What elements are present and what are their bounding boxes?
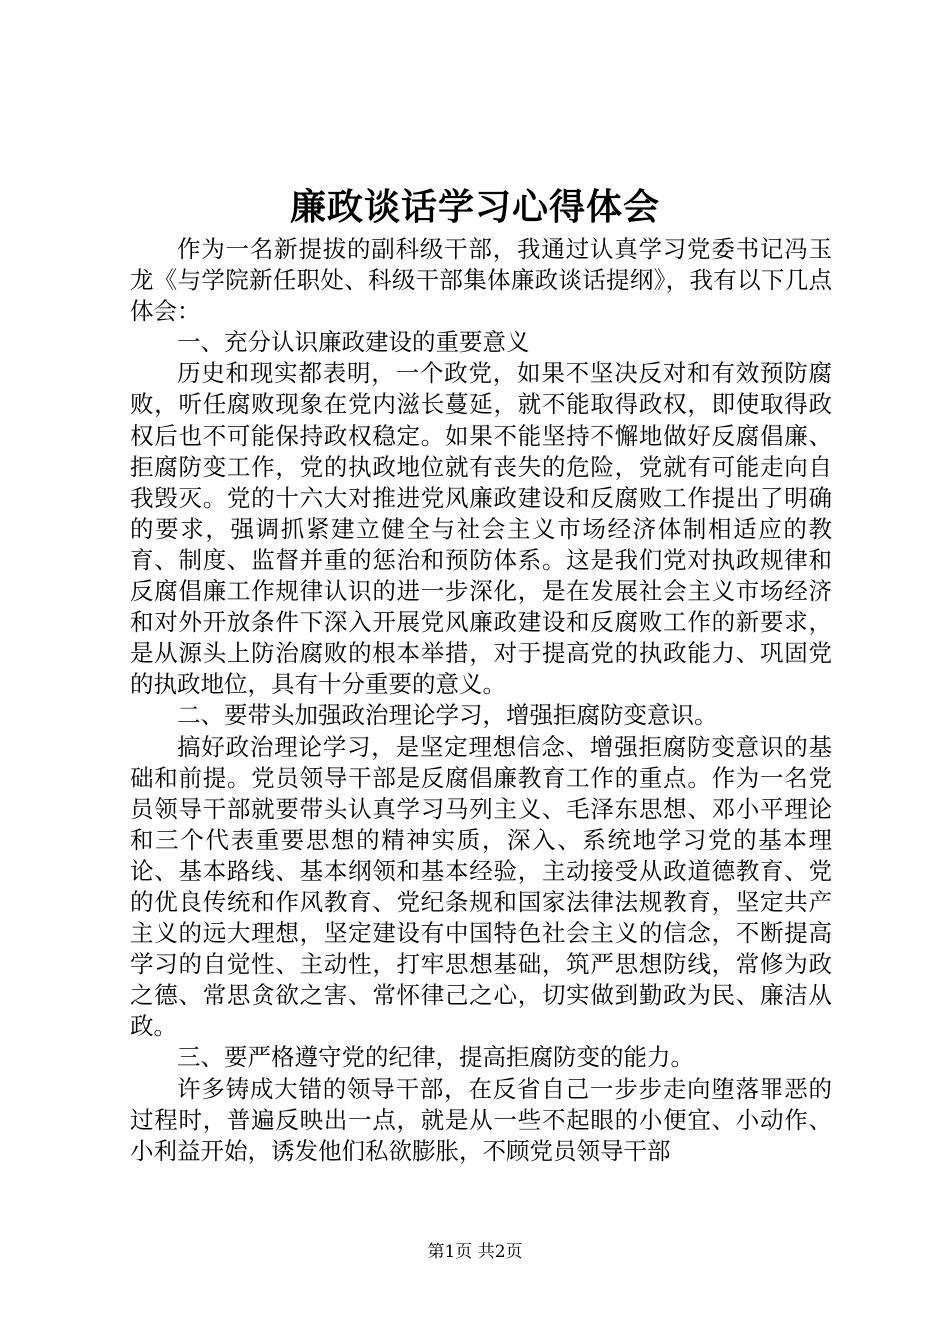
section-paragraph-2: 搞好政治理论学习，是坚定理想信念、增强拒腐防变意识的基础和前提。党员领导干部是反腐倡廉教育工作的重点。作为一名党员领导干部就要带头认真学习马列主义、毛泽东思想、邓小平理论和三个代表重要思想的精神实质，深入、系统地学习党的基本理论、基本路线、基本纲领和基本经验，主动接受从政道德教育、党的优良传统和作风教育、党纪条规和国家法律法规教育，坚定共产主义的远大理想，坚定建设有中国特色社会主义的信念，不断提高学习的自觉性、主动性，打牢思想基础，筑严思想防线，常修为政之德、常思贪欲之害、常怀律己之心，切实做到勤政为民、廉洁从政。 — [130, 732, 832, 1041]
intro-paragraph: 作为一名新提拔的副科级干部，我通过认真学习党委书记冯玉龙《与学院新任职处、科级干部集体廉政谈话提纲》，我有以下几点体会： — [130, 235, 832, 326]
section-heading-2: 二、要带头加强政治理论学习，增强拒腐防变意识。 — [177, 701, 718, 730]
section-paragraph-1: 历史和现实都表明，一个政党，如果不坚决反对和有效预防腐败，听任腐败现象在党内滋长蔓延，就不能取得政权，即使取得政权后也不可能保持政权稳定。如果不能坚持不懈地做好反腐倡廉、拒腐防变工作，党的执政地位就有丧失的危险，党就有可能走向自我毁灭。党的十六大对推进党风廉政建设和反腐败工作提出了明确的要求，强调抓紧建立健全与社会主义市场经济体制相适应的教育、制度、监督并重的惩治和预防体系。这是我们党对执政规律和反腐倡廉工作规律认识的进一步深化，是在发展社会主义市场经济和对外开放条件下深入开展党风廉政建设和反腐败工作的新要求，是从源头上防治腐败的根本举措，对于提高党的执政能力、巩固党的执政地位，具有十分重要的意义。 — [130, 359, 832, 699]
document-body — [130, 234, 832, 1167]
page-footer: 第1页 共2页 — [427, 1242, 523, 1262]
section-heading-3: 三、要严格遵守党的纪律，提高拒腐防变的能力。 — [177, 1043, 694, 1072]
document-title: 廉政谈话学习心得体会 — [289, 186, 660, 228]
section-paragraph-3: 许多铸成大错的领导干部，在反省自己一步步走向堕落罪恶的过程时，普遍反映出一点，就是从一些不起眼的小便宜、小动作、小利益开始，诱发他们私欲膨胀，不顾党员领导干部 — [130, 1074, 832, 1165]
section-heading-1: 一、充分认识廉政建设的重要意义 — [177, 328, 530, 357]
